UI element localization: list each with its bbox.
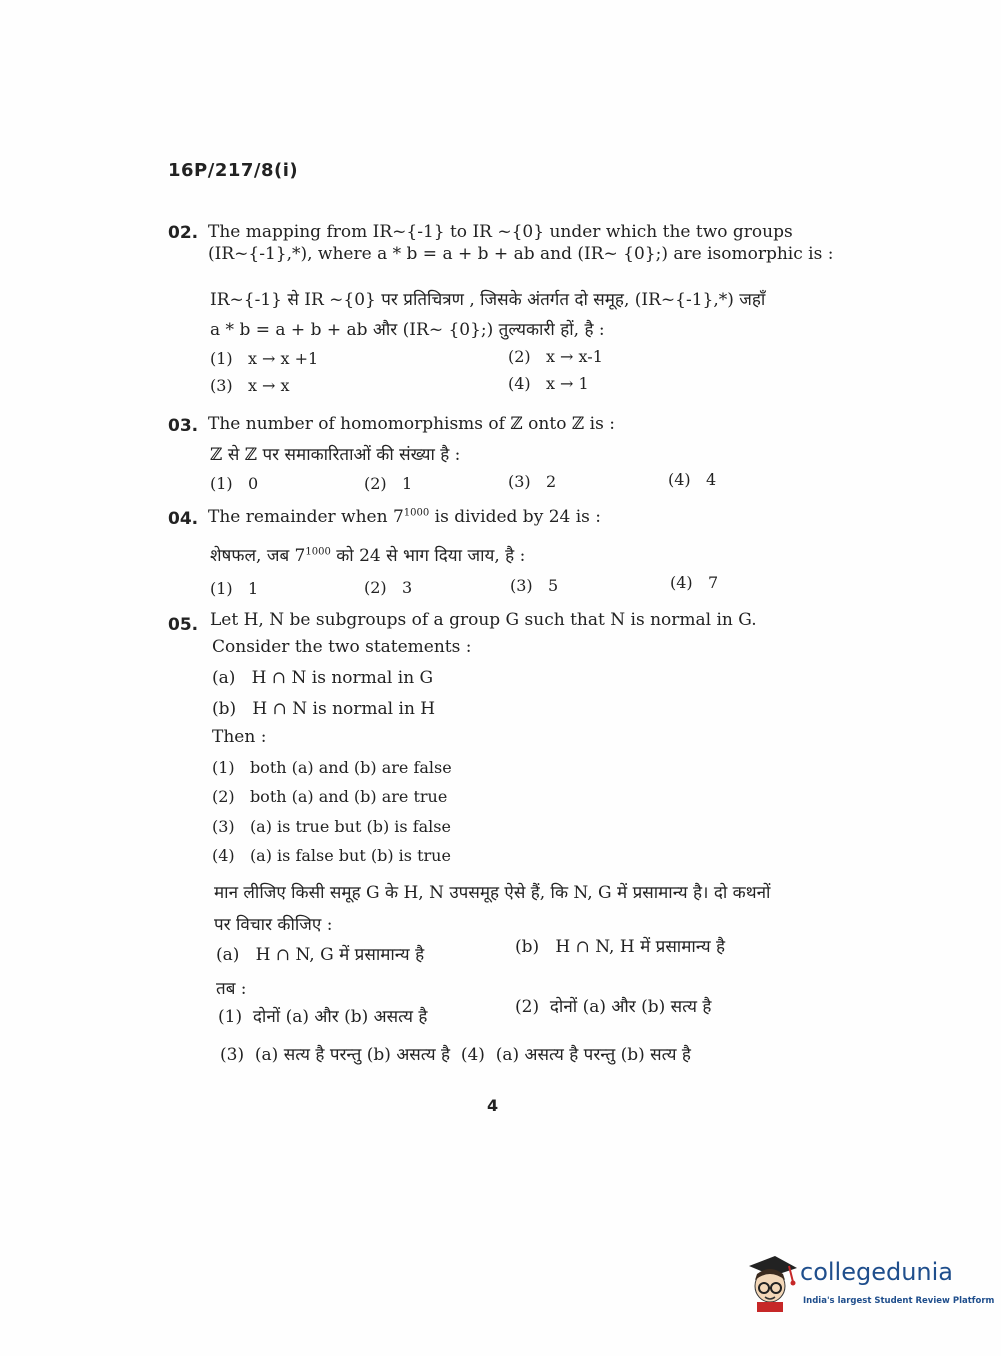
collegedunia-logo [745,1252,995,1322]
question-text-hindi: पर विचार कीजिए : [214,915,333,935]
question-text: (IR~{-1},*), where a * b = a + b + ab and (IR~ {0};) are isomorphic is : [208,244,834,264]
logo-tagline: India's largest Student Review Platform [803,1296,995,1306]
option-hindi: (2) दोनों (a) और (b) सत्य है [515,997,712,1017]
question-number: 05. [168,615,199,635]
question-text: Consider the two statements : [212,637,472,657]
option: (1) 1 [210,579,259,598]
question-text: The remainder when $7^{1000}$ is divided by 24 is : [208,507,602,527]
option: (4) x → 1 [508,374,589,393]
logo-wordmark: collegedunia [800,1258,954,1286]
statement: (a) H ∩ N is normal in G [212,668,434,688]
then-label: Then : [212,727,267,747]
option: (2) both (a) and (b) are true [212,787,448,806]
option: (2) x → x-1 [508,347,603,366]
option: (1) 0 [210,474,259,493]
option: (4) 4 [668,470,717,489]
option: (3) x → x [210,376,290,395]
option: (4) (a) is false but (b) is true [212,846,451,865]
question-text-hindi: a * b = a + b + ab और (IR~ {0};) तुल्यकारी हों, है : [210,320,605,340]
paper-code: 16P/217/8(i) [168,160,299,181]
question-number: 04. [168,509,199,529]
then-label-hindi: तब : [216,979,247,999]
option: (1) x → x +1 [210,349,319,368]
question-text-hindi: IR~{-1} से IR ~{0} पर प्रतिचित्रण , जिसके अंतर्गत दो समूह, (IR~{-1},*) जहाँ [210,290,766,310]
statement: (b) H ∩ N is normal in H [212,699,436,719]
option-hindi: (1) दोनों (a) और (b) असत्य है [218,1007,428,1027]
option: (3) 5 [510,576,559,595]
question-text: The number of homomorphisms of ℤ onto ℤ is : [208,414,615,434]
option: (3) (a) is true but (b) is false [212,817,451,836]
question-number: 02. [168,223,199,243]
question-text: Let H, N be subgroups of a group G such that N is normal in G. [210,610,757,630]
option-hindi: (3) (a) सत्य है परन्तु (b) असत्य है (4) (a) असत्य है परन्तु (b) सत्य है [220,1045,691,1065]
question-text: The mapping from IR~{-1} to IR ~{0} under which the two groups [208,222,793,242]
option: (1) both (a) and (b) are false [212,758,452,777]
page-number: 4 [487,1096,499,1115]
question-text-hindi: मान लीजिए किसी समूह G के H, N उपसमूह ऐसे हैं, कि N, G में प्रसामान्य है। दो कथनों [214,883,771,903]
question-number: 03. [168,416,199,436]
mascot-icon [745,1252,799,1314]
question-text-hindi: शेषफल, जब $7^{1000}$ को 24 से भाग दिया जाय, है : [210,546,526,566]
option: (4) 7 [670,573,719,592]
question-text-hindi: ℤ से ℤ पर समाकारिताओं की संख्या है : [210,445,461,465]
option: (2) 1 [364,474,413,493]
statement-hindi: (a) H ∩ N, G में प्रसामान्य है [216,945,425,965]
statement-hindi: (b) H ∩ N, H में प्रसामान्य है [515,937,726,957]
option: (2) 3 [364,578,413,597]
option: (3) 2 [508,472,557,491]
